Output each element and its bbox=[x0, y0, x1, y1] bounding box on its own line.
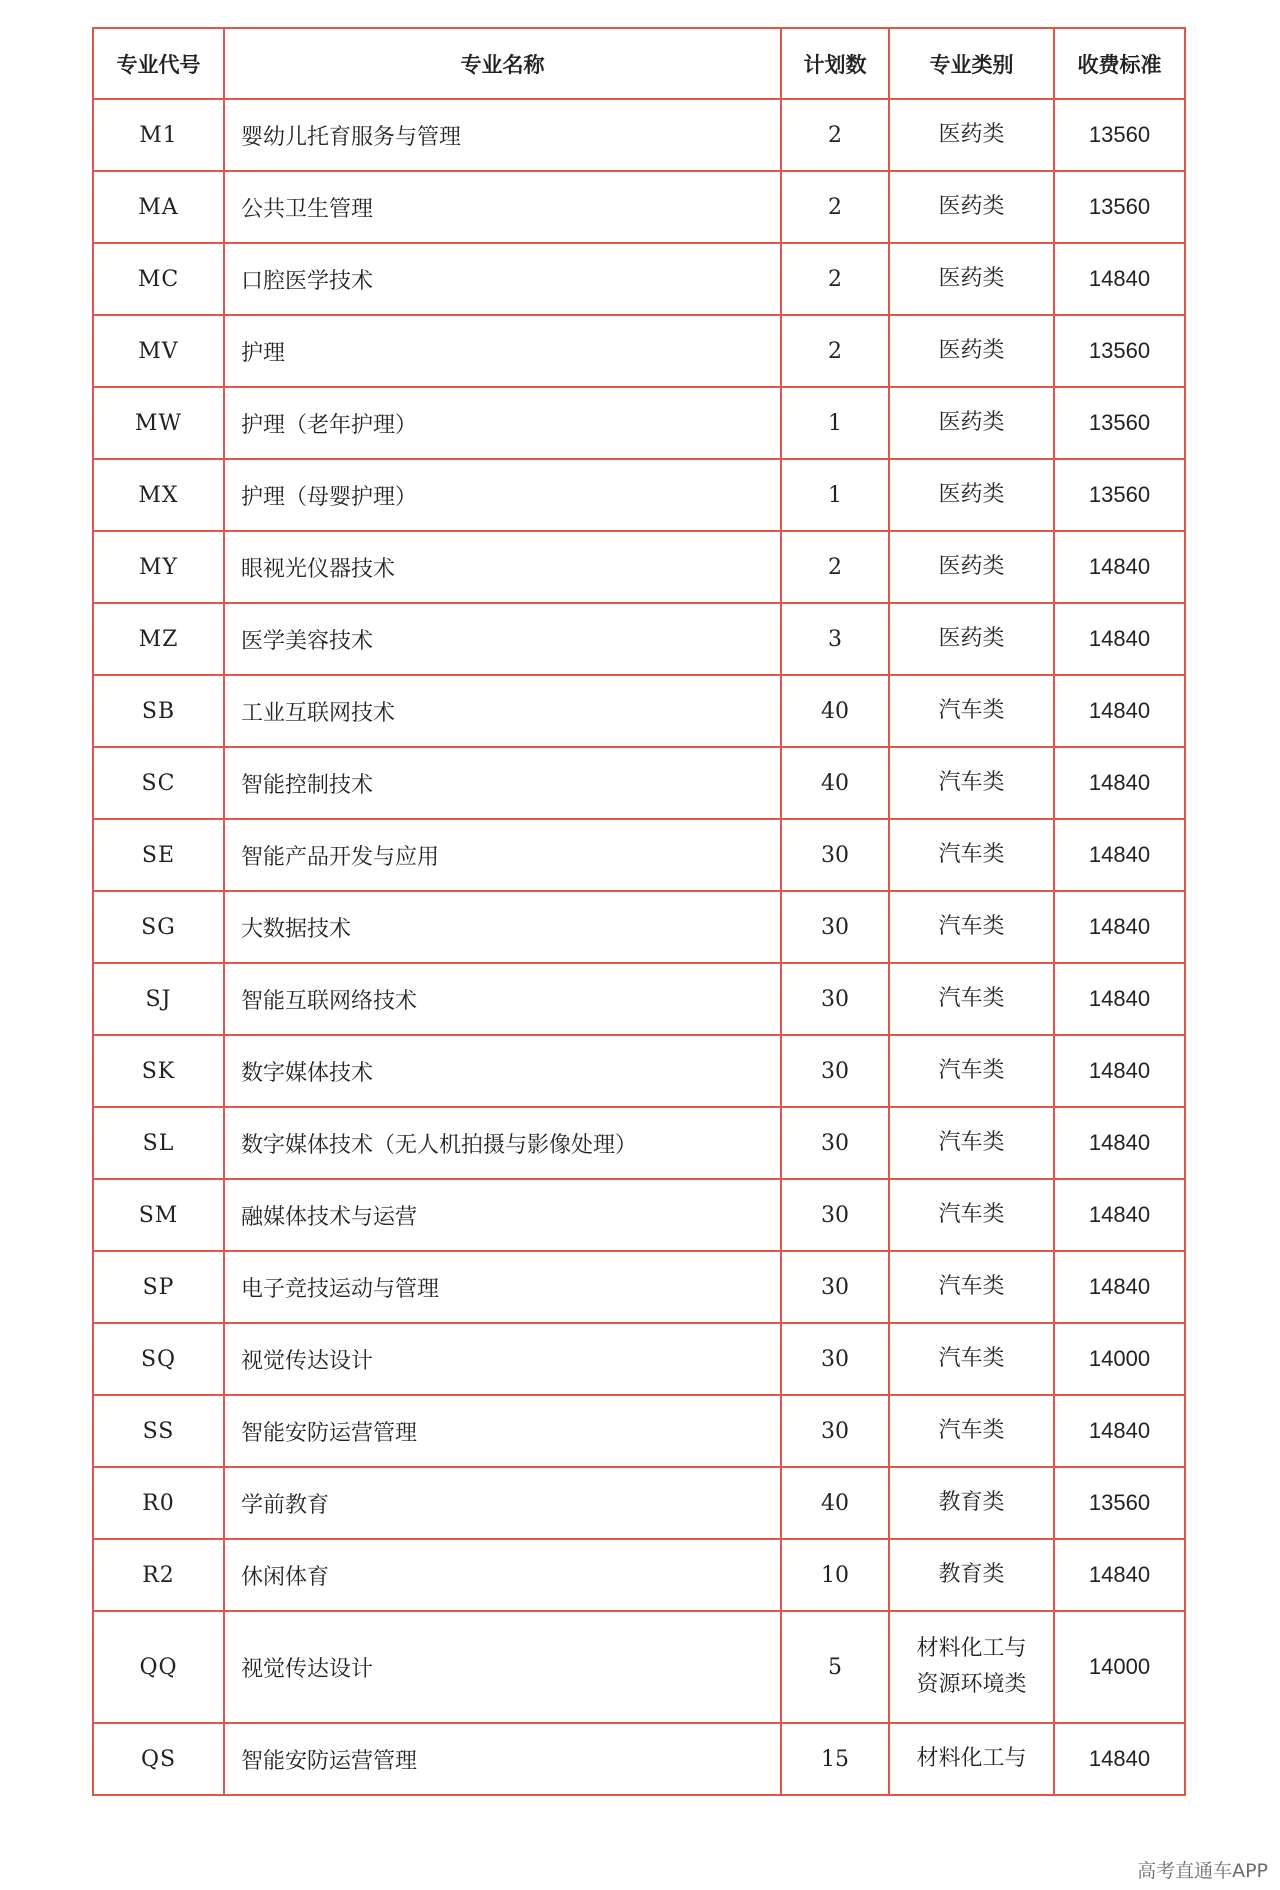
category-line-1: 材料化工与 bbox=[916, 1636, 1027, 1661]
cell-fee-standard: 14840 bbox=[1054, 1539, 1185, 1611]
cell-major-category: 医药类 bbox=[889, 315, 1054, 387]
cell-major-code: MV bbox=[93, 315, 224, 387]
cell-major-name: 数字媒体技术 bbox=[224, 1035, 781, 1107]
table-row bbox=[93, 99, 1185, 171]
cell-major-code: MZ bbox=[93, 603, 224, 675]
cell-major-name: 公共卫生管理 bbox=[224, 171, 781, 243]
cell-major-category: 医药类 bbox=[889, 99, 1054, 171]
cell-fee-standard: 14840 bbox=[1054, 1395, 1185, 1467]
table-row bbox=[93, 819, 1185, 891]
cell-fee-standard: 14840 bbox=[1054, 531, 1185, 603]
cell-major-category: 汽车类 bbox=[889, 819, 1054, 891]
cell-plan-count: 3 bbox=[781, 603, 889, 675]
table-header bbox=[93, 28, 1185, 99]
cell-major-category: 汽车类 bbox=[889, 1035, 1054, 1107]
cell-plan-count: 30 bbox=[781, 1251, 889, 1323]
cell-major-code: SJ bbox=[93, 963, 224, 1035]
cell-plan-count: 2 bbox=[781, 171, 889, 243]
cell-major-name: 融媒体技术与运营 bbox=[224, 1179, 781, 1251]
cell-major-category: 汽车类 bbox=[889, 1107, 1054, 1179]
table-row bbox=[93, 243, 1185, 315]
cell-plan-count: 15 bbox=[781, 1723, 889, 1795]
cell-fee-standard: 14840 bbox=[1054, 1723, 1185, 1795]
table-row bbox=[93, 747, 1185, 819]
cell-plan-count: 30 bbox=[781, 1107, 889, 1179]
cell-major-category: 医药类 bbox=[889, 171, 1054, 243]
cell-major-code: SC bbox=[93, 747, 224, 819]
cell-major-category: 汽车类 bbox=[889, 1179, 1054, 1251]
cell-plan-count: 2 bbox=[781, 243, 889, 315]
header-fee-standard: 收费标准 bbox=[1054, 28, 1185, 99]
cell-major-code: MW bbox=[93, 387, 224, 459]
cell-major-code: SQ bbox=[93, 1323, 224, 1395]
cell-plan-count: 30 bbox=[781, 963, 889, 1035]
cell-major-code: SK bbox=[93, 1035, 224, 1107]
cell-fee-standard: 14840 bbox=[1054, 891, 1185, 963]
cell-fee-standard: 13560 bbox=[1054, 1467, 1185, 1539]
cell-plan-count: 30 bbox=[781, 1035, 889, 1107]
cell-plan-count: 2 bbox=[781, 315, 889, 387]
cell-major-code: MA bbox=[93, 171, 224, 243]
cell-fee-standard: 13560 bbox=[1054, 459, 1185, 531]
cell-fee-standard: 14840 bbox=[1054, 603, 1185, 675]
cell-major-code: QS bbox=[93, 1723, 224, 1795]
cell-major-category: 汽车类 bbox=[889, 963, 1054, 1035]
cell-major-code: SM bbox=[93, 1179, 224, 1251]
cell-plan-count: 2 bbox=[781, 531, 889, 603]
cell-major-code: MC bbox=[93, 243, 224, 315]
table-row bbox=[93, 459, 1185, 531]
cell-fee-standard: 13560 bbox=[1054, 99, 1185, 171]
table-row bbox=[93, 603, 1185, 675]
cell-major-name: 智能控制技术 bbox=[224, 747, 781, 819]
cell-plan-count: 40 bbox=[781, 747, 889, 819]
cell-fee-standard: 14000 bbox=[1054, 1323, 1185, 1395]
header-major-code: 专业代号 bbox=[93, 28, 224, 99]
admission-plan-table-container bbox=[92, 27, 1184, 1796]
cell-fee-standard: 14840 bbox=[1054, 819, 1185, 891]
table-row bbox=[93, 1611, 1185, 1723]
cell-fee-standard: 13560 bbox=[1054, 387, 1185, 459]
table-row bbox=[93, 171, 1185, 243]
cell-fee-standard: 14840 bbox=[1054, 243, 1185, 315]
cell-plan-count: 30 bbox=[781, 891, 889, 963]
cell-major-category: 汽车类 bbox=[889, 675, 1054, 747]
cell-major-category bbox=[889, 1611, 1054, 1723]
cell-major-category: 医药类 bbox=[889, 531, 1054, 603]
cell-major-name: 眼视光仪器技术 bbox=[224, 531, 781, 603]
category-line-2: 资源环境类 bbox=[916, 1672, 1027, 1697]
table-row bbox=[93, 1107, 1185, 1179]
cell-plan-count: 30 bbox=[781, 1323, 889, 1395]
table-row bbox=[93, 963, 1185, 1035]
cell-plan-count: 2 bbox=[781, 99, 889, 171]
cell-major-name: 视觉传达设计 bbox=[224, 1611, 781, 1723]
header-row bbox=[93, 28, 1185, 99]
cell-major-code: R0 bbox=[93, 1467, 224, 1539]
cell-plan-count: 40 bbox=[781, 675, 889, 747]
cell-fee-standard: 14840 bbox=[1054, 747, 1185, 819]
header-major-name: 专业名称 bbox=[224, 28, 781, 99]
cell-major-code: R2 bbox=[93, 1539, 224, 1611]
cell-major-name: 智能安防运营管理 bbox=[224, 1723, 781, 1795]
table-row bbox=[93, 675, 1185, 747]
cell-plan-count: 30 bbox=[781, 819, 889, 891]
cell-fee-standard: 14840 bbox=[1054, 1035, 1185, 1107]
cell-major-name: 工业互联网技术 bbox=[224, 675, 781, 747]
cell-fee-standard: 14840 bbox=[1054, 1107, 1185, 1179]
table-row bbox=[93, 1323, 1185, 1395]
table-row bbox=[93, 315, 1185, 387]
cell-major-category: 医药类 bbox=[889, 459, 1054, 531]
table-row bbox=[93, 1251, 1185, 1323]
cell-major-code: MX bbox=[93, 459, 224, 531]
cell-major-name: 护理 bbox=[224, 315, 781, 387]
admission-plan-table bbox=[92, 27, 1186, 1796]
cell-plan-count: 1 bbox=[781, 459, 889, 531]
cell-major-category: 汽车类 bbox=[889, 891, 1054, 963]
cell-major-category: 汽车类 bbox=[889, 1323, 1054, 1395]
cell-major-category: 医药类 bbox=[889, 243, 1054, 315]
cell-plan-count: 40 bbox=[781, 1467, 889, 1539]
table-row bbox=[93, 1539, 1185, 1611]
cell-plan-count: 30 bbox=[781, 1179, 889, 1251]
cell-major-name: 医学美容技术 bbox=[224, 603, 781, 675]
cell-major-name: 护理（母婴护理） bbox=[224, 459, 781, 531]
table-row bbox=[93, 1179, 1185, 1251]
cell-major-code: SE bbox=[93, 819, 224, 891]
cell-major-category: 医药类 bbox=[889, 387, 1054, 459]
cell-fee-standard: 13560 bbox=[1054, 171, 1185, 243]
cell-fee-standard: 13560 bbox=[1054, 315, 1185, 387]
cell-major-category: 医药类 bbox=[889, 603, 1054, 675]
table-row bbox=[93, 531, 1185, 603]
cell-major-code: MY bbox=[93, 531, 224, 603]
cell-major-name: 数字媒体技术（无人机拍摄与影像处理） bbox=[224, 1107, 781, 1179]
header-major-category: 专业类别 bbox=[889, 28, 1054, 99]
cell-major-name: 婴幼儿托育服务与管理 bbox=[224, 99, 781, 171]
table-row bbox=[93, 1395, 1185, 1467]
cell-major-name: 智能产品开发与应用 bbox=[224, 819, 781, 891]
cell-major-name: 大数据技术 bbox=[224, 891, 781, 963]
cell-major-code: SG bbox=[93, 891, 224, 963]
cell-major-name: 学前教育 bbox=[224, 1467, 781, 1539]
table-row bbox=[93, 387, 1185, 459]
cell-major-code: SP bbox=[93, 1251, 224, 1323]
cell-fee-standard: 14840 bbox=[1054, 963, 1185, 1035]
cell-major-code: SS bbox=[93, 1395, 224, 1467]
table-row bbox=[93, 891, 1185, 963]
cell-major-category: 汽车类 bbox=[889, 1395, 1054, 1467]
header-plan-count: 计划数 bbox=[781, 28, 889, 99]
cell-fee-standard: 14840 bbox=[1054, 675, 1185, 747]
cell-major-name: 电子竞技运动与管理 bbox=[224, 1251, 781, 1323]
cell-major-code: QQ bbox=[93, 1611, 224, 1723]
cell-major-name: 口腔医学技术 bbox=[224, 243, 781, 315]
cell-major-category: 教育类 bbox=[889, 1467, 1054, 1539]
watermark-text: 高考直通车APP bbox=[1137, 1860, 1268, 1882]
cell-major-name: 智能安防运营管理 bbox=[224, 1395, 781, 1467]
table-row bbox=[93, 1467, 1185, 1539]
table-row bbox=[93, 1035, 1185, 1107]
cell-major-name: 护理（老年护理） bbox=[224, 387, 781, 459]
cell-fee-standard: 14840 bbox=[1054, 1179, 1185, 1251]
cell-major-name: 休闲体育 bbox=[224, 1539, 781, 1611]
cell-major-category: 材料化工与 bbox=[889, 1723, 1054, 1795]
cell-major-name: 视觉传达设计 bbox=[224, 1323, 781, 1395]
table-row bbox=[93, 1723, 1185, 1795]
cell-major-category: 汽车类 bbox=[889, 1251, 1054, 1323]
cell-plan-count: 30 bbox=[781, 1395, 889, 1467]
cell-major-name: 智能互联网络技术 bbox=[224, 963, 781, 1035]
cell-major-code: M1 bbox=[93, 99, 224, 171]
cell-plan-count: 1 bbox=[781, 387, 889, 459]
cell-major-category: 汽车类 bbox=[889, 747, 1054, 819]
cell-major-code: SB bbox=[93, 675, 224, 747]
cell-major-code: SL bbox=[93, 1107, 224, 1179]
cell-plan-count: 10 bbox=[781, 1539, 889, 1611]
cell-fee-standard: 14000 bbox=[1054, 1611, 1185, 1723]
table-body bbox=[93, 99, 1185, 1795]
cell-major-category: 教育类 bbox=[889, 1539, 1054, 1611]
cell-fee-standard: 14840 bbox=[1054, 1251, 1185, 1323]
cell-plan-count: 5 bbox=[781, 1611, 889, 1723]
